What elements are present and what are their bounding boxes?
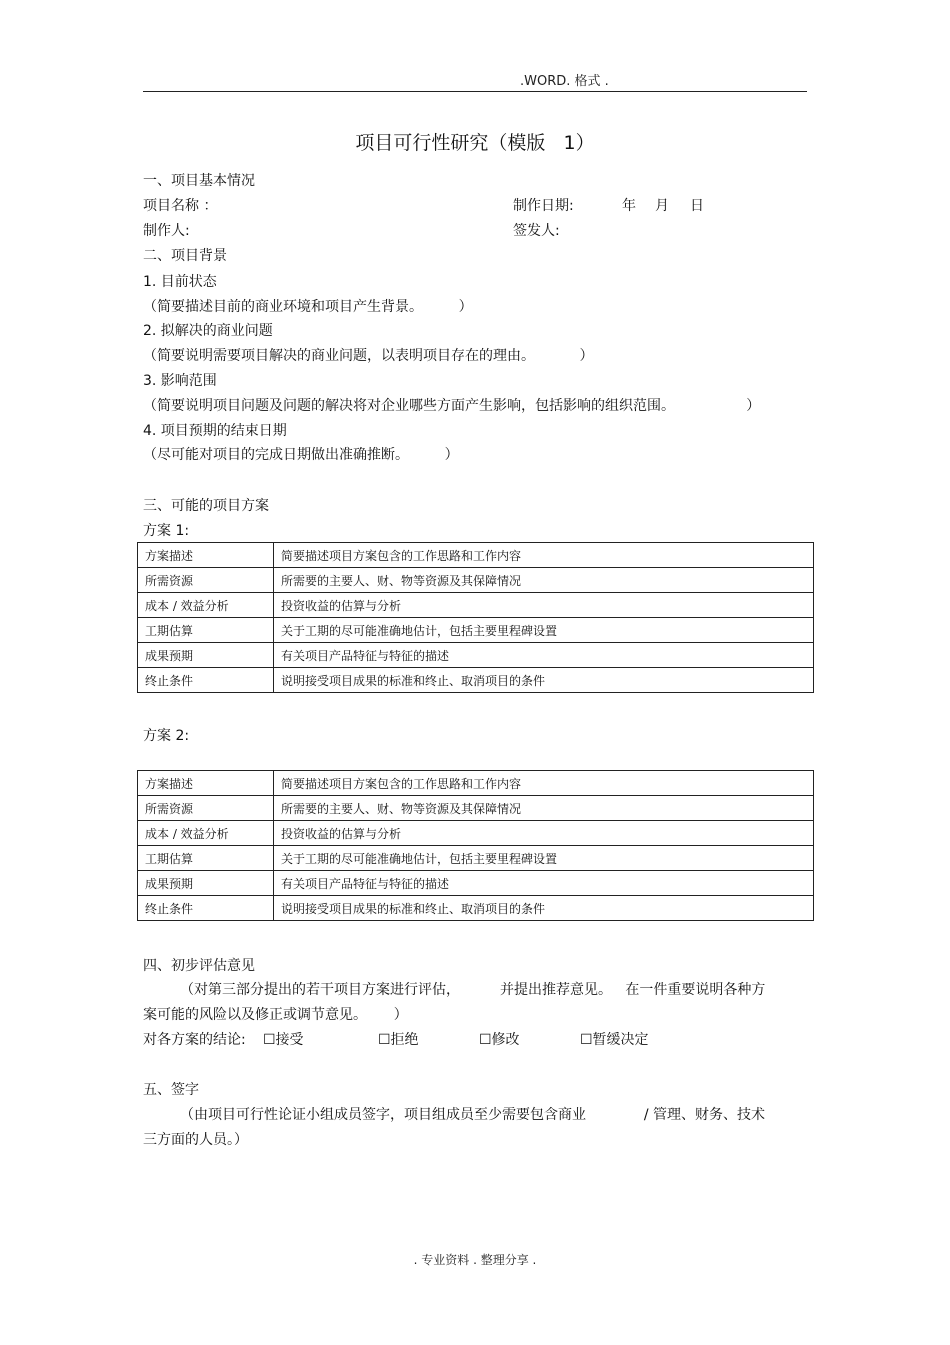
conclusion-label: 对各方案的结论:	[143, 1032, 246, 1048]
table-row	[138, 643, 814, 668]
author-label: 制作人:	[143, 223, 190, 239]
table-row	[138, 871, 814, 896]
table-value-cell: 所需要的主要人、财、物等资源及其保障情况	[274, 796, 814, 821]
month-label: 月	[655, 198, 669, 214]
section-3-heading: 三、可能的项目方案	[143, 498, 269, 514]
table-value-cell: 简要描述项目方案包含的工作思路和工作内容	[274, 543, 814, 568]
table-value-cell: 说明接受项目成果的标准和终止、取消项目的条件	[274, 896, 814, 921]
background-item-title: 4. 项目预期的结束日期	[143, 423, 287, 439]
table-value-cell: 关于工期的尽可能准确地估计，包括主要里程碑设置	[274, 846, 814, 871]
table-key-cell: 终止条件	[138, 668, 274, 693]
table-key-cell: 所需资源	[138, 796, 274, 821]
table-key-cell: 方案描述	[138, 543, 274, 568]
evaluation-text-line-2: 案可能的风险以及修正或调节意见。 ）	[143, 1007, 408, 1023]
option-defer-checkbox[interactable]: ☐暂缓决定	[580, 1032, 649, 1048]
table-row	[138, 896, 814, 921]
table-key-cell: 所需资源	[138, 568, 274, 593]
date-label: 制作日期:	[513, 198, 574, 214]
option-accept-checkbox[interactable]: ☐接受	[263, 1032, 304, 1048]
header-rule	[143, 91, 807, 92]
background-item-desc: （简要说明项目问题及问题的解决将对企业哪些方面产生影响，包括影响的组织范围。 ）	[143, 398, 761, 414]
table-value-cell: 关于工期的尽可能准确地估计，包括主要里程碑设置	[274, 618, 814, 643]
option-modify-checkbox[interactable]: ☐修改	[479, 1032, 520, 1048]
table-key-cell: 成本 / 效益分析	[138, 593, 274, 618]
table-key-cell: 成本 / 效益分析	[138, 821, 274, 846]
background-item-title: 1. 目前状态	[143, 274, 217, 290]
table-row	[138, 846, 814, 871]
plan-2-table	[137, 770, 814, 921]
background-item-desc: （简要描述目前的商业环境和项目产生背景。 ）	[143, 299, 473, 315]
table-row	[138, 568, 814, 593]
table-value-cell: 说明接受项目成果的标准和终止、取消项目的条件	[274, 668, 814, 693]
plan-2-label: 方案 2:	[143, 728, 190, 744]
table-key-cell: 工期估算	[138, 618, 274, 643]
table-key-cell: 成果预期	[138, 871, 274, 896]
table-row	[138, 821, 814, 846]
table-row	[138, 618, 814, 643]
table-value-cell: 有关项目产品特征与特征的描述	[274, 871, 814, 896]
page-footer: . 专业资料 . 整理分享 .	[413, 1253, 537, 1267]
table-key-cell: 工期估算	[138, 846, 274, 871]
table-row	[138, 796, 814, 821]
table-key-cell: 终止条件	[138, 896, 274, 921]
background-item-desc: （简要说明需要项目解决的商业问题，以表明项目存在的理由。 ）	[143, 348, 594, 364]
document-title: 项目可行性研究（模版 1）	[355, 132, 595, 154]
section-2-heading: 二、项目背景	[143, 248, 227, 264]
table-row	[138, 543, 814, 568]
table-key-cell: 成果预期	[138, 643, 274, 668]
section-5-heading: 五、签字	[143, 1082, 199, 1098]
issuer-label: 签发人:	[513, 223, 560, 239]
option-reject-checkbox[interactable]: ☐拒绝	[378, 1032, 419, 1048]
table-value-cell: 投资收益的估算与分析	[274, 821, 814, 846]
year-label: 年	[622, 198, 636, 214]
table-value-cell: 有关项目产品特征与特征的描述	[274, 643, 814, 668]
signature-text-line-1: （由项目可行性论证小组成员签字，项目组成员至少需要包含商业 / 管理、财务、技术	[180, 1107, 766, 1123]
background-item-title: 3. 影响范围	[143, 373, 217, 389]
plan-1-label: 方案 1:	[143, 523, 190, 539]
section-4-heading: 四、初步评估意见	[143, 958, 255, 974]
table-key-cell: 方案描述	[138, 771, 274, 796]
plan-1-table	[137, 542, 814, 693]
page-header: .WORD. 格式 .	[520, 74, 609, 89]
table-row	[138, 668, 814, 693]
table-row	[138, 593, 814, 618]
evaluation-text-line-1: （对第三部分提出的若干项目方案进行评估， 并提出推荐意见。 在一件重要说明各种方	[180, 982, 766, 998]
section-1-heading: 一、项目基本情况	[143, 173, 255, 189]
table-value-cell: 所需要的主要人、财、物等资源及其保障情况	[274, 568, 814, 593]
table-value-cell: 投资收益的估算与分析	[274, 593, 814, 618]
signature-text-line-2: 三方面的人员。）	[143, 1132, 248, 1148]
project-name-label: 项目名称 ：	[143, 198, 218, 214]
background-item-desc: （尽可能对项目的完成日期做出准确推断。 ）	[143, 447, 459, 463]
day-label: 日	[690, 198, 704, 214]
table-row	[138, 771, 814, 796]
table-value-cell: 简要描述项目方案包含的工作思路和工作内容	[274, 771, 814, 796]
background-item-title: 2. 拟解决的商业问题	[143, 323, 273, 339]
